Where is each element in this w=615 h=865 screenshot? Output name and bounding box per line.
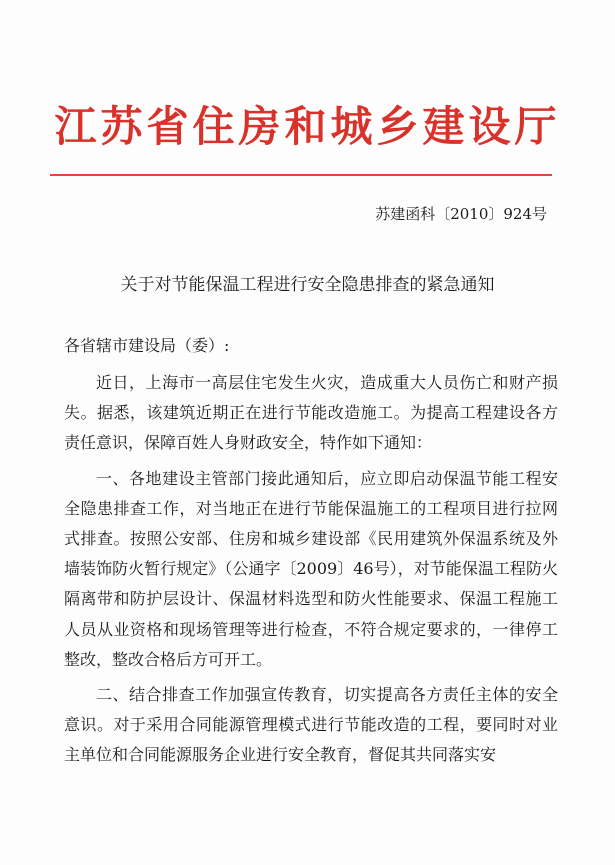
document-number: 苏建函科〔2010〕924号: [375, 205, 547, 223]
body-paragraph: 近日，上海市一高层住宅发生火灾，造成重大人员伤亡和财产损失。据悉，该建筑近期正在进行节能改造施工。为提高工程建设各方责任意识，保障百姓人身财政安全，特作如下通知：: [64, 373, 558, 453]
header-red-divider: [50, 174, 552, 176]
salutation: 各省辖市建设局（委）:: [64, 336, 230, 355]
issuing-authority-header: 江苏省住房和城乡建设厅: [54, 102, 561, 151]
body-paragraph: 二、结合排查工作加强宣传教育，切实提高各方责任主体的安全意识。对于采用合同能源管理模式进行节能改造的工程，要同时对业主单位和合同能源服务企业进行安全教育，督促其共同落实安: [64, 685, 558, 765]
notice-title: 关于对节能保温工程进行安全隐患排查的紧急通知: [120, 275, 495, 295]
notice-body: [64, 368, 558, 776]
body-paragraph: 一、各地建设主管部门接此通知后，应立即启动保温节能工程安全隐患排查工作，对当地正在进行节能保温施工的工程项目进行拉网式排查。按照公安部、住房和城乡建设部《民用建筑外保温系统及外墙装饰防火暂行规定》（公通字〔2009〕46号），对节能保温工程防火隔离带和防护层设计、保温材料选型和防火性能要求、保温工程施工人员从业资格和现场管理等进行检查，不符合规定要求的，一律停工整改，整改合格后方可开工。: [64, 468, 558, 669]
